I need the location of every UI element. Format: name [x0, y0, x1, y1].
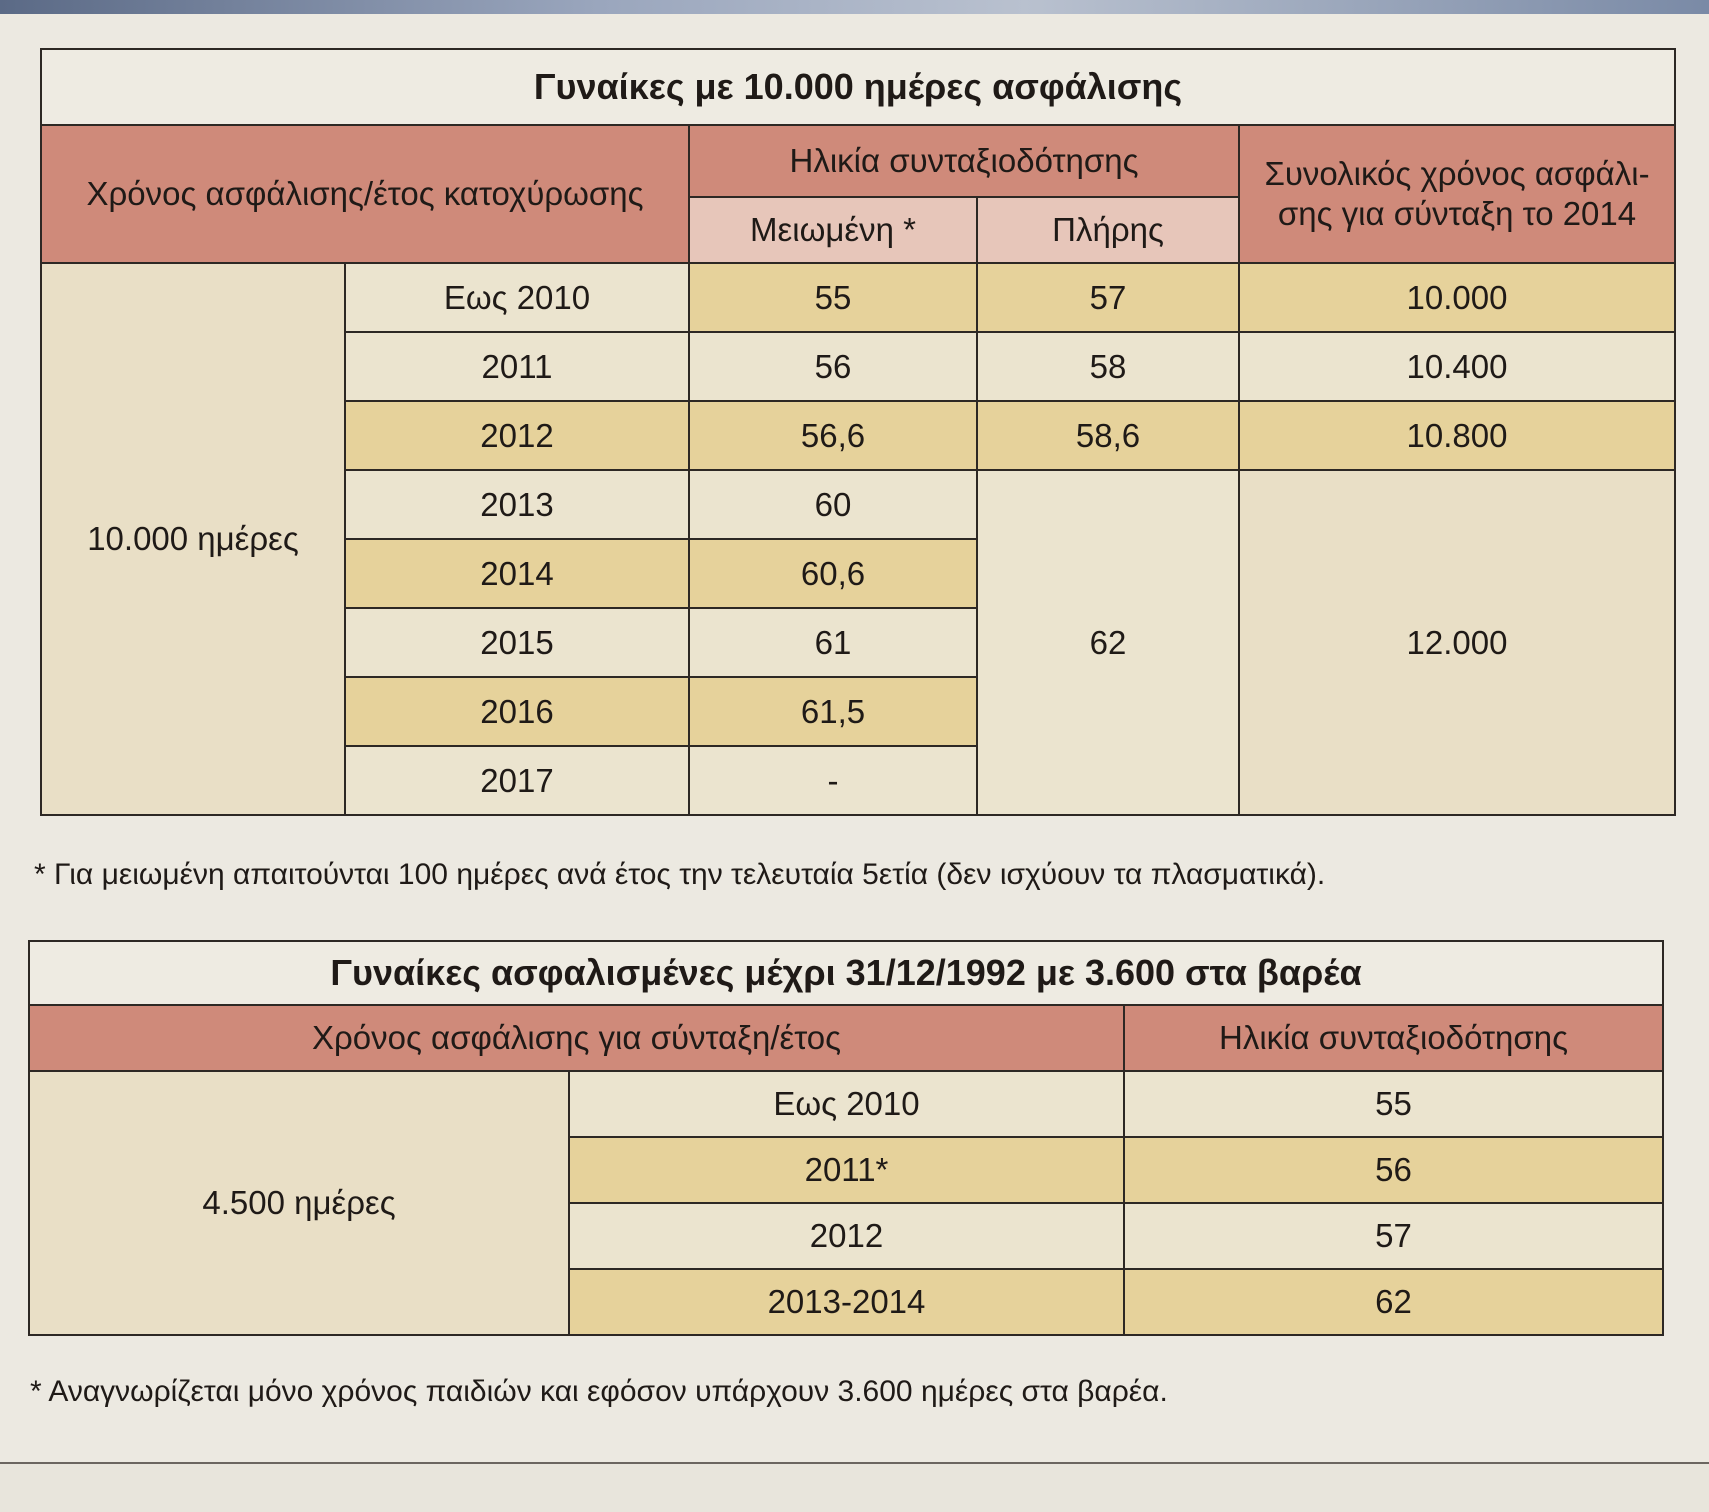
reduced-age-cell: 61,5 — [689, 677, 977, 746]
table1-header-insurance-time: Χρόνος ασφάλισης/έτος κατοχύρωσης — [41, 125, 689, 263]
year-cell: Εως 2010 — [345, 263, 689, 332]
year-cell: Εως 2010 — [569, 1071, 1124, 1137]
total-time-cell: 10.000 — [1239, 263, 1675, 332]
year-cell: 2016 — [345, 677, 689, 746]
reduced-age-cell: 55 — [689, 263, 977, 332]
year-cell: 2013 — [345, 470, 689, 539]
table1-header-total-time: Συνολικός χρόνος ασφάλι-σης για σύνταξη το 2014 — [1239, 125, 1675, 263]
total-time-cell: 10.800 — [1239, 401, 1675, 470]
full-age-cell: 57 — [977, 263, 1239, 332]
reduced-age-cell: 56,6 — [689, 401, 977, 470]
table-women-10000-days — [40, 48, 1676, 816]
year-cell: 2012 — [345, 401, 689, 470]
year-cell: 2013-2014 — [569, 1269, 1124, 1335]
table2-header-retirement-age: Ηλικία συνταξιοδότησης — [1124, 1005, 1663, 1071]
reduced-age-cell: 60 — [689, 470, 977, 539]
table1-footnote: * Για μειωμένη απαιτούνται 100 ημέρες ανά έτος την τελευταία 5ετία (δεν ισχύουν τα πλασματικά). — [34, 858, 1326, 891]
year-cell: 2017 — [345, 746, 689, 815]
table-row — [29, 1071, 1663, 1137]
table1-header-full: Πλήρης — [977, 197, 1239, 263]
table1-group-label: 10.000 ημέρες — [41, 263, 345, 815]
year-cell: 2011 — [345, 332, 689, 401]
table-women-heavy-work — [28, 940, 1664, 1336]
year-cell: 2015 — [345, 608, 689, 677]
reduced-age-cell: 56 — [689, 332, 977, 401]
age-cell: 57 — [1124, 1203, 1663, 1269]
table2-header-insurance-time: Χρόνος ασφάλισης για σύνταξη/έτος — [29, 1005, 1124, 1071]
reduced-age-cell: - — [689, 746, 977, 815]
year-cell: 2014 — [345, 539, 689, 608]
table2-footnote: * Αναγνωρίζεται μόνο χρόνος παιδιών και εφόσον υπάρχουν 3.600 ημέρες στα βαρέα. — [30, 1375, 1168, 1408]
reduced-age-cell: 61 — [689, 608, 977, 677]
reduced-age-cell: 60,6 — [689, 539, 977, 608]
total-time-cell: 10.400 — [1239, 332, 1675, 401]
age-cell: 55 — [1124, 1071, 1663, 1137]
year-cell: 2011* — [569, 1137, 1124, 1203]
table1-header-reduced: Μειωμένη * — [689, 197, 977, 263]
age-cell: 56 — [1124, 1137, 1663, 1203]
year-cell: 2012 — [569, 1203, 1124, 1269]
table-row — [41, 263, 1675, 332]
top-photo-strip — [0, 0, 1709, 14]
table2-title: Γυναίκες ασφαλισμένες μέχρι 31/12/1992 με 3.600 στα βαρέα — [29, 941, 1663, 1005]
full-age-cell: 58 — [977, 332, 1239, 401]
full-age-cell: 58,6 — [977, 401, 1239, 470]
table2-group-label: 4.500 ημέρες — [29, 1071, 569, 1335]
table1-title: Γυναίκες με 10.000 ημέρες ασφάλισης — [41, 49, 1675, 125]
merged-total-time-cell: 12.000 — [1239, 470, 1675, 815]
table1-header-retirement-age: Ηλικία συνταξιοδότησης — [689, 125, 1239, 197]
age-cell: 62 — [1124, 1269, 1663, 1335]
bottom-rule — [0, 1462, 1709, 1464]
merged-full-age-cell: 62 — [977, 470, 1239, 815]
